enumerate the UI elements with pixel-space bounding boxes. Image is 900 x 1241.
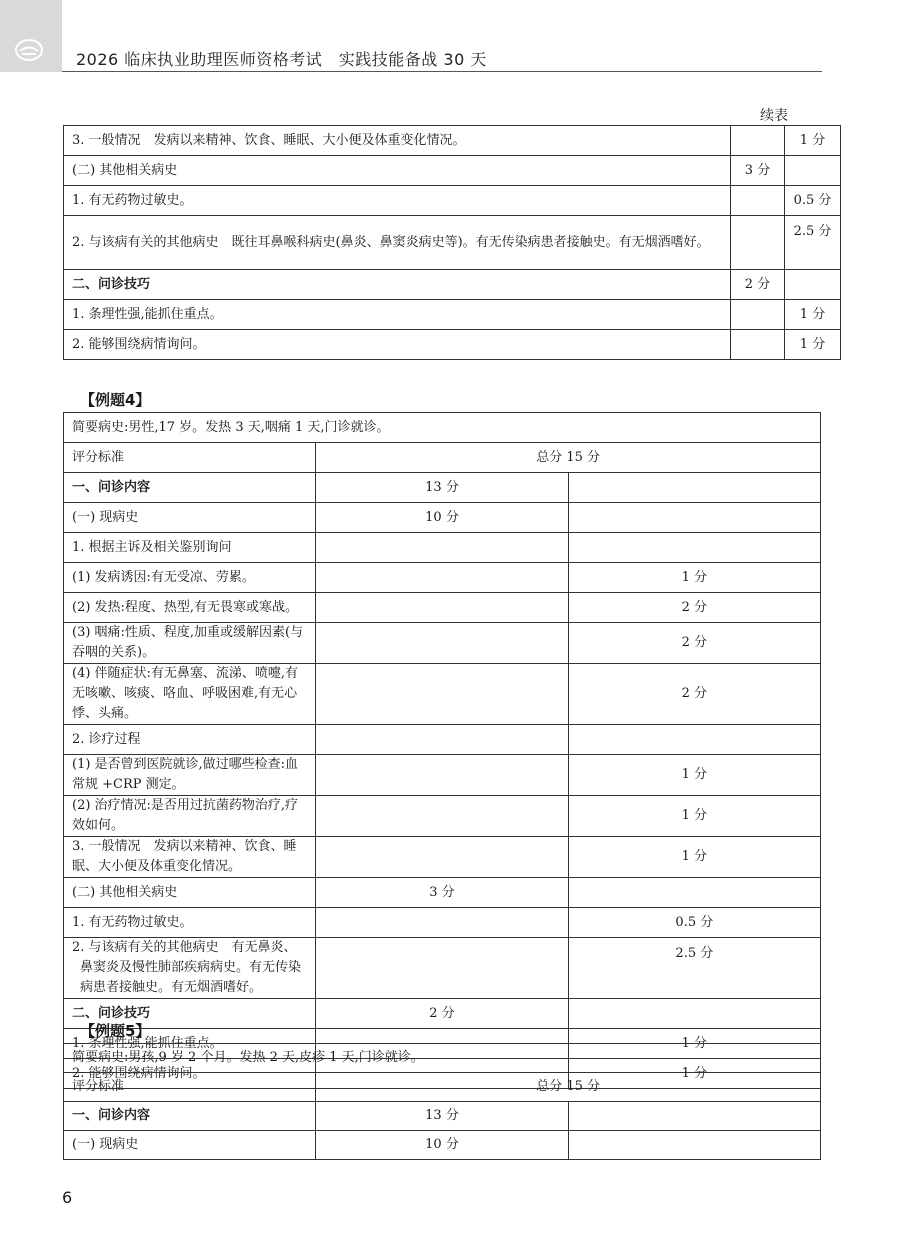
points-cell: 1 分 — [568, 563, 820, 593]
table-row — [64, 837, 821, 878]
criterion-text: 一、问诊内容 — [64, 1102, 316, 1131]
total-score: 总分 15 分 — [316, 443, 821, 473]
brief-history: 简要病史:男性,17 岁。发热 3 天,咽痛 1 天,门诊就诊。 — [64, 413, 821, 443]
points-cell: 1 分 — [568, 837, 820, 878]
criterion-text: (一) 现病史 — [64, 503, 316, 533]
subtotal-cell: 10 分 — [316, 503, 568, 533]
subtotal-cell — [316, 664, 568, 725]
subtotal-cell — [731, 216, 785, 270]
table-row — [64, 1102, 821, 1131]
subtotal-cell — [731, 186, 785, 216]
points-cell — [568, 878, 820, 908]
points-cell — [568, 1131, 820, 1160]
criterion-text: (3) 咽痛:性质、程度,加重或缓解因素(与吞咽的关系)。 — [64, 623, 316, 664]
points-cell: 2 分 — [568, 593, 820, 623]
table-row — [64, 156, 841, 186]
points-cell — [568, 999, 820, 1029]
points-cell: 1 分 — [785, 300, 841, 330]
page-number: 6 — [62, 1188, 73, 1207]
header-rule — [62, 71, 822, 72]
subtotal-cell — [731, 126, 785, 156]
points-cell: 1 分 — [785, 330, 841, 360]
criteria-header-row — [64, 443, 821, 473]
subtotal-cell: 3 分 — [731, 156, 785, 186]
book-logo-icon — [14, 38, 44, 62]
criterion-text: 2. 能够围绕病情询问。 — [64, 330, 731, 360]
subtotal-cell — [316, 593, 568, 623]
table-row — [64, 126, 841, 156]
criterion-text: (二) 其他相关病史 — [64, 156, 731, 186]
criterion-text: 2. 诊疗过程 — [64, 725, 316, 755]
subtotal-cell: 10 分 — [316, 1131, 568, 1160]
table-row — [64, 938, 821, 999]
points-cell: 1 分 — [568, 1059, 820, 1089]
subtotal-cell — [731, 300, 785, 330]
table-row — [64, 270, 841, 300]
points-cell — [568, 725, 820, 755]
subtotal-cell — [316, 796, 568, 837]
subtotal-cell — [316, 563, 568, 593]
points-cell: 0.5 分 — [568, 908, 820, 938]
criterion-text: (1) 发病诱因:有无受凉、劳累。 — [64, 563, 316, 593]
criterion-text: 1. 条理性强,能抓住重点。 — [64, 300, 731, 330]
points-cell — [568, 1102, 820, 1131]
subtotal-cell — [316, 725, 568, 755]
points-cell — [568, 503, 820, 533]
criterion-text: (1) 是否曾到医院就诊,做过哪些检查:血常规 +CRP 测定。 — [64, 755, 316, 796]
subtotal-cell — [316, 533, 568, 563]
example-4-label: 【例题4】 — [80, 391, 151, 409]
points-cell: 1 分 — [785, 126, 841, 156]
criteria-label: 评分标准 — [64, 1073, 316, 1102]
criterion-text: 2. 与该病有关的其他病史 有无鼻炎、鼻窦炎及慢性肺部疾病病史。有无传染病患者接触史。有无烟酒嗜好。 — [64, 938, 316, 999]
points-cell: 2 分 — [568, 664, 820, 725]
criterion-text: 2. 能够围绕病情询问。 — [64, 1059, 316, 1089]
history-row — [64, 413, 821, 443]
running-header-title: 2026 临床执业助理医师资格考试 实践技能备战 30 天 — [76, 50, 487, 69]
points-cell — [568, 473, 820, 503]
criterion-text: 1. 有无药物过敏史。 — [64, 908, 316, 938]
table-row — [64, 664, 821, 725]
criterion-text: (4) 伴随症状:有无鼻塞、流涕、喷嚏,有无咳嗽、咳痰、咯血、呼吸困难,有无心悸、头痛。 — [64, 664, 316, 725]
points-cell — [785, 156, 841, 186]
subtotal-cell: 13 分 — [316, 1102, 568, 1131]
criterion-text: (2) 治疗情况:是否用过抗菌药物治疗,疗效如何。 — [64, 796, 316, 837]
table-row — [64, 563, 821, 593]
subtotal-cell: 3 分 — [316, 878, 568, 908]
total-score: 总分 15 分 — [316, 1073, 821, 1102]
example-5-score-table — [63, 1043, 821, 1160]
table-row — [64, 593, 821, 623]
table-row — [64, 533, 821, 563]
table-row — [64, 755, 821, 796]
subtotal-cell — [316, 938, 568, 999]
points-cell: 2.5 分 — [785, 216, 841, 270]
table-row — [64, 330, 841, 360]
subtotal-cell — [316, 623, 568, 664]
brief-history: 简要病史:男孩,9 岁 2 个月。发热 2 天,皮疹 1 天,门诊就诊。 — [64, 1044, 821, 1073]
table-row — [64, 725, 821, 755]
criterion-text: 一、问诊内容 — [64, 473, 316, 503]
history-row — [64, 1044, 821, 1073]
points-cell — [568, 533, 820, 563]
criterion-text: 1. 根据主诉及相关鉴别询问 — [64, 533, 316, 563]
criterion-text: 二、问诊技巧 — [64, 270, 731, 300]
subtotal-cell — [316, 908, 568, 938]
table-row — [64, 908, 821, 938]
subtotal-cell — [316, 755, 568, 796]
subtotal-cell: 2 分 — [316, 999, 568, 1029]
table-row — [64, 503, 821, 533]
criterion-text: 1. 有无药物过敏史。 — [64, 186, 731, 216]
criterion-text: 1. 条理性强,能抓住重点。 — [64, 1029, 316, 1059]
points-cell: 0.5 分 — [785, 186, 841, 216]
table-row — [64, 1131, 821, 1160]
header-gray-box — [0, 0, 62, 72]
points-cell: 2.5 分 — [568, 938, 820, 999]
criterion-text: 3. 一般情况 发病以来精神、饮食、睡眠、大小便及体重变化情况。 — [64, 126, 731, 156]
subtotal-cell: 2 分 — [731, 270, 785, 300]
table-row — [64, 999, 821, 1029]
criterion-text: 2. 与该病有关的其他病史 既往耳鼻喉科病史(鼻炎、鼻窦炎病史等)。有无传染病患者接触史。有无烟酒嗜好。 — [64, 216, 731, 270]
points-cell: 2 分 — [568, 623, 820, 664]
table-row — [64, 878, 821, 908]
table-row — [64, 796, 821, 837]
points-cell: 1 分 — [568, 796, 820, 837]
table-row — [64, 186, 841, 216]
continued-score-table — [63, 125, 841, 360]
criterion-text: 二、问诊技巧 — [64, 999, 316, 1029]
continuation-label: 续表 — [760, 108, 788, 124]
criterion-text: 3. 一般情况 发病以来精神、饮食、睡眠、大小便及体重变化情况。 — [64, 837, 316, 878]
example-4-score-table — [63, 412, 821, 1089]
criterion-text: (一) 现病史 — [64, 1131, 316, 1160]
criterion-text: (2) 发热:程度、热型,有无畏寒或寒战。 — [64, 593, 316, 623]
criteria-label: 评分标准 — [64, 443, 316, 473]
table-row — [64, 473, 821, 503]
table-row — [64, 623, 821, 664]
points-cell: 1 分 — [568, 1029, 820, 1059]
criteria-header-row — [64, 1073, 821, 1102]
criterion-text: (二) 其他相关病史 — [64, 878, 316, 908]
table-row — [64, 300, 841, 330]
subtotal-cell — [731, 330, 785, 360]
table-row — [64, 216, 841, 270]
points-cell: 1 分 — [568, 755, 820, 796]
points-cell — [785, 270, 841, 300]
example-5-label: 【例题5】 — [80, 1022, 151, 1040]
subtotal-cell: 13 分 — [316, 473, 568, 503]
subtotal-cell — [316, 837, 568, 878]
